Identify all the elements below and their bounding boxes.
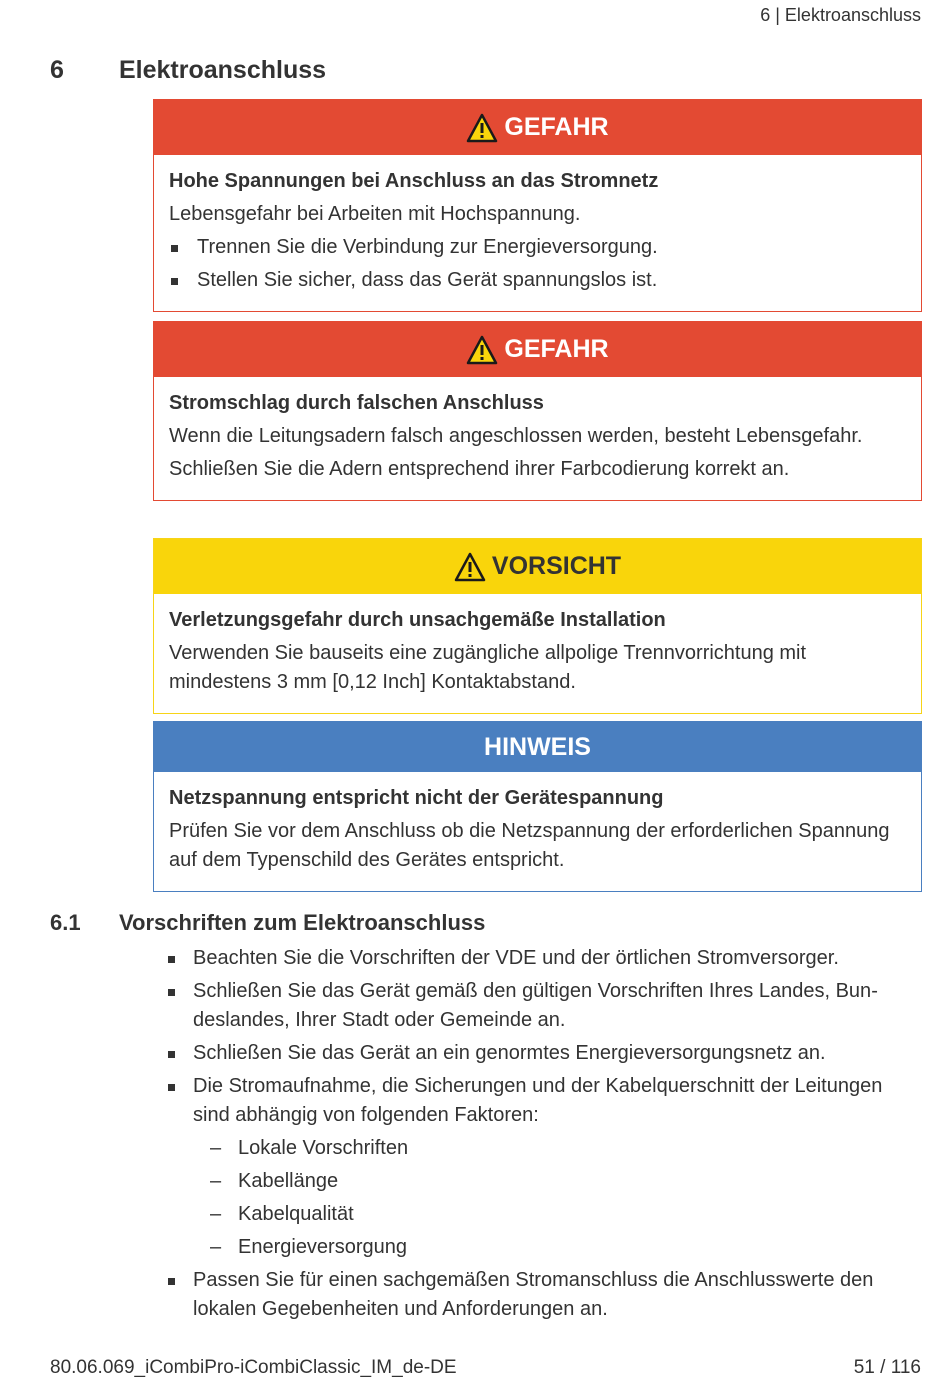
section-heading	[50, 910, 485, 936]
chapter-heading	[50, 56, 326, 85]
box-text: Lebensgefahr bei Arbeiten mit Hochspannung.	[169, 203, 581, 225]
list-item: Passen Sie für einen sachgemäßen Stromanschluss die Anschlusswerte den lokalen Gegebenheiten und Anforderungen an.	[166, 1266, 911, 1324]
box-title: Verletzungsgefahr durch unsachgemäße Installation	[169, 609, 666, 631]
danger-header	[154, 322, 921, 377]
box-title: Hohe Spannungen bei Anschluss an das Stromnetz	[169, 170, 659, 192]
section-title: Vorschriften zum Elektroanschluss	[119, 910, 486, 935]
notice-box-voltage	[153, 721, 922, 892]
list-item: Schließen Sie das Gerät gemäß den gültigen Vorschriften Ihres Landes, Bundeslandes, Ihrer Stadt oder Gemeinde an.	[166, 977, 911, 1035]
list-item	[166, 1072, 911, 1262]
notice-label: HINWEIS	[484, 732, 591, 761]
factor-list	[193, 1134, 911, 1262]
factor-item: – Lokale Vorschriften	[193, 1134, 911, 1163]
danger-label: GEFAHR	[504, 335, 609, 363]
box-title: Stromschlag durch falschen Anschluss	[169, 392, 544, 414]
factor-item: – Kabelqualität	[193, 1200, 911, 1229]
notice-header	[154, 722, 921, 772]
box-text: Verwenden Sie bauseits eine zugängliche allpolige Trennvorrichtung mit mindestens 3 mm [0,12 Inch] Kontaktabstand.	[169, 642, 807, 693]
danger-box-high-voltage	[153, 99, 922, 312]
list-item: Beachten Sie die Vorschriften der VDE und der örtlichen Stromversorger.	[166, 944, 911, 973]
running-header: 6 | Elektroanschluss	[760, 5, 921, 25]
list-item: Stellen Sie sicher, dass das Gerät spannungslos ist.	[169, 266, 907, 295]
box-bullets	[169, 233, 907, 295]
section-number: 6.1	[50, 910, 81, 935]
caution-box-installation	[153, 538, 922, 714]
warning-triangle-icon	[466, 113, 498, 143]
danger-header	[154, 100, 921, 155]
caution-label: VORSICHT	[491, 552, 622, 580]
footer-doc-id: 80.06.069_iCombiPro-iCombiClassic_IM_de-DE	[50, 1357, 457, 1378]
section-body	[166, 944, 911, 1328]
box-text: Schließen Sie die Adern entsprechend ihrer Farbcodierung korrekt an.	[169, 458, 790, 480]
chapter-number: 6	[50, 56, 64, 84]
box-text: Wenn die Leitungsadern falsch angeschlossen werden, besteht Lebensgefahr.	[169, 425, 863, 447]
danger-box-wrong-connection	[153, 321, 922, 501]
warning-triangle-icon	[454, 552, 486, 582]
regulation-list	[166, 944, 911, 1324]
box-text: Prüfen Sie vor dem Anschluss ob die Netzspannung der erforderlichen Spannung auf dem Typenschild des Gerätes entspricht.	[169, 820, 890, 871]
danger-label: GEFAHR	[504, 113, 609, 141]
footer-page-number: 51 / 116	[853, 1357, 921, 1378]
list-item: Trennen Sie die Verbindung zur Energieversorgung.	[169, 233, 907, 262]
chapter-title: Elektroanschluss	[119, 56, 327, 84]
factor-item: – Kabellänge	[193, 1167, 911, 1196]
list-item: Schließen Sie das Gerät an ein genormtes Energieversorgungsnetz an.	[166, 1039, 911, 1068]
factor-item: – Energieversorgung	[193, 1233, 911, 1262]
list-item-text: Die Stromaufnahme, die Sicherungen und der Kabelquerschnitt der Leitungen sind abhängig von folgenden Faktoren:	[193, 1075, 883, 1126]
caution-header	[154, 539, 921, 594]
box-title: Netzspannung entspricht nicht der Gerätespannung	[169, 787, 664, 809]
warning-triangle-icon	[466, 335, 498, 365]
